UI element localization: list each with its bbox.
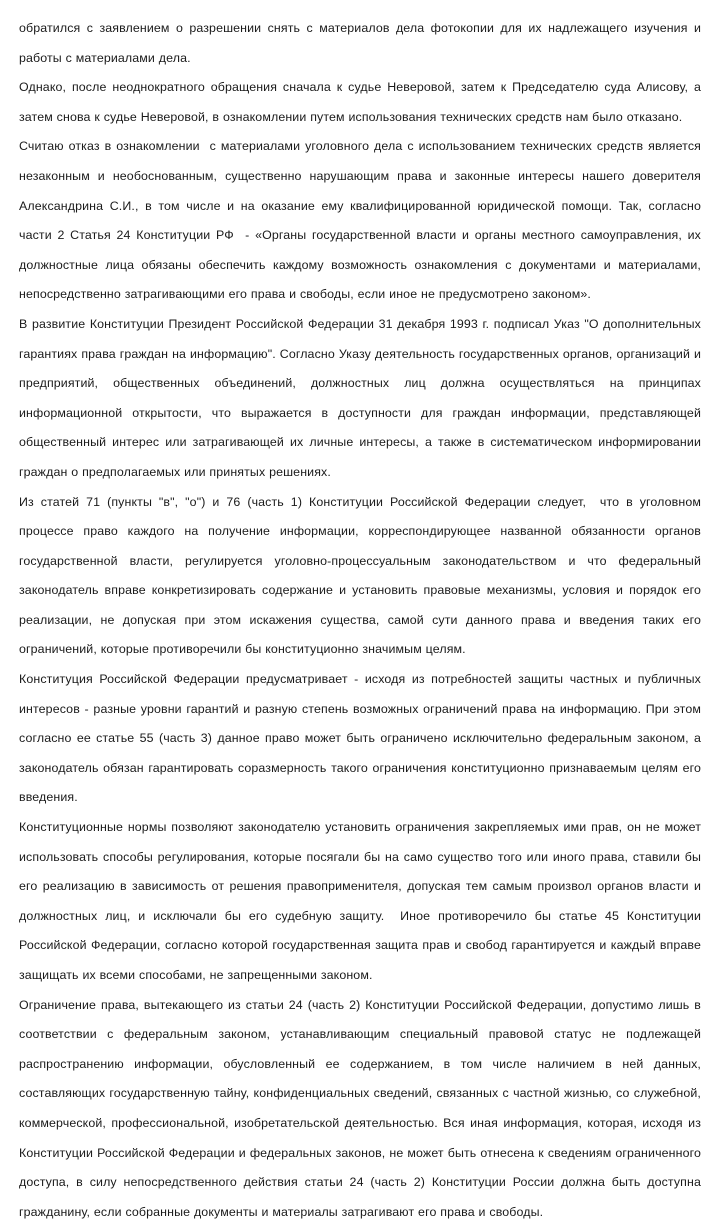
document-text-body [19, 14, 705, 1227]
paragraph: Считаю отказ в ознакомлении с материалами уголовного дела с использованием технических средств является незаконным и необоснованным, существенно нарушающим права и законные интересы нашего доверителя Александрина С.И., в том числе и на оказание ему квалифицированной юридической помощи. Так, согласно части 2 Статья 24 Конституции РФ - «Органы государственной власти и органы местного самоуправления, их должностные лица обязаны обеспечить каждому возможность ознакомления с документами и материалами, непосредственно затрагивающими его права и свободы, если иное не предусмотрено законом». [19, 139, 705, 302]
paragraph: Конституционные нормы позволяют законодателю установить ограничения закрепляемых ими прав, он не может использовать способы регулирования, которые посягали бы на само существо того или иного права, ставили бы его реализацию в зависимость от решения правоприменителя, допуская тем самым произвол органов власти и должностных лиц, и исключали бы его судебную защиту. Иное противоречило бы статье 45 Конституции Российской Федерации, согласно которой государственная защита прав и свобод гарантируется и каждый вправе защищать их всеми способами, не запрещенными законом. [19, 820, 705, 982]
paragraph: В развитие Конституции Президент Российской Федерации 31 декабря 1993 г. подписал Указ "О дополнительных гарантиях права граждан на информацию". Согласно Указу деятельность государственных органов, организаций и предприятий, общественных объединений, должностных лиц должна осуществляться на принципах информационной открытости, что выражается в доступности для граждан информации, представляющей общественный интерес или затрагивающей их личные интересы, а также в систематическом информировании граждан о предполагаемых или принятых решениях. [19, 316, 705, 479]
paragraph: Однако, после неоднократного обращения сначала к судье Неверовой, затем к Председателю суда Алисову, а затем снова к судье Неверовой, в ознакомлении путем использования технических средств нам было отказано. [19, 80, 705, 124]
paragraph: Конституция Российской Федерации предусматривает - исходя из потребностей защиты частных и публичных интересов - разные уровни гарантий и разную степень возможных ограничений права на информацию. При этом согласно ее статье 55 (часть 3) данное право может быть ограничено исключительно федеральным законом, а законодатель обязан гарантировать соразмерность такого ограничения конституционно признаваемым целям его введения. [19, 672, 705, 805]
paragraph: обратился с заявлением о разрешении снять с материалов дела фотокопии для их надлежащего изучения и работы с материалами дела. [19, 21, 705, 65]
paragraph: Из статей 71 (пункты "в", "о") и 76 (часть 1) Конституции Российской Федерации следует, что в уголовном процессе право каждого на получение информации, корреспондирующее названной обязанности органов государственной власти, регулируется уголовно-процессуальным законодательством и что федеральный законодатель вправе конкретизировать содержание и установить правовые механизмы, условия и порядок его реализации, не допуская при этом искажения существа, самой сути данного права и введения таких его ограничений, которые противоречили бы конституционно значимым целям. [19, 494, 705, 657]
paragraph: Ограничение права, вытекающего из статьи 24 (часть 2) Конституции Российской Федерации, допустимо лишь в соответствии с федеральным законом, устанавливающим специальный правовой статус не подлежащей распространению информации, обусловленный ее содержанием, в том числе наличием в ней данных, составляющих государственную тайну, конфиденциальных сведений, связанных с частной жизнью, со служебной, коммерческой, профессиональной, изобретательской деятельностью. Вся иная информация, которая, исходя из Конституции Российской Федерации и федеральных законов, не может быть отнесена к сведениям ограниченного доступа, в силу непосредственного действия статьи 24 (часть 2) Конституции России должна быть доступна гражданину, если собранные документы и материалы затрагивают его права и свободы. [19, 997, 705, 1219]
